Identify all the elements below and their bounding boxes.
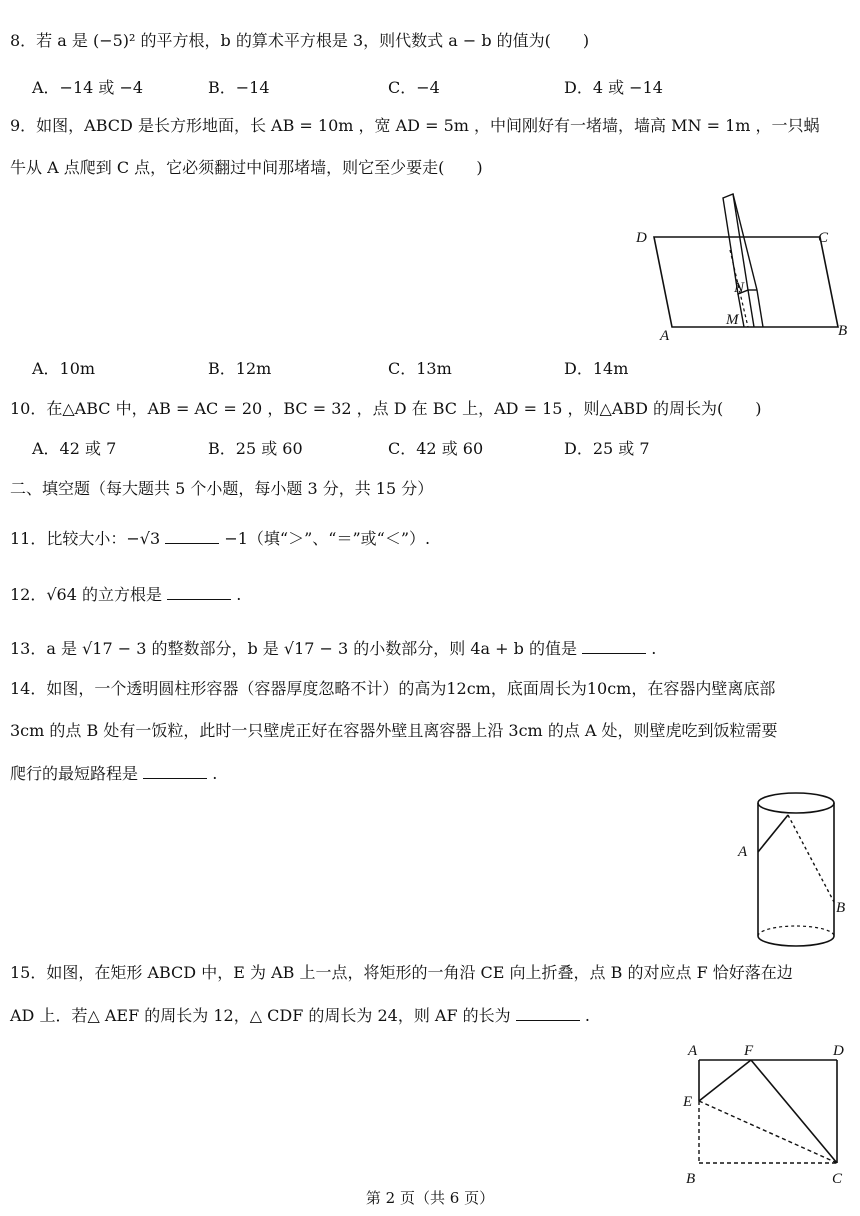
q11-suffix: −1（填“＞”、“＝”或“＜”）.	[224, 529, 431, 548]
q15-label-a: A	[688, 1043, 698, 1059]
q8-option-b: B．−14	[208, 78, 270, 97]
q14-stem-line3	[10, 762, 217, 785]
q10-option-c: C．42 或 60	[388, 439, 484, 458]
q15-answer-blank[interactable]	[516, 1004, 580, 1021]
q9-label-n: N	[734, 280, 745, 296]
q13-suffix: .	[651, 639, 657, 658]
q12-prefix: 12．√64 的立方根是	[10, 585, 163, 604]
q12-stem	[10, 583, 241, 606]
q15-suffix: .	[584, 1006, 590, 1025]
q15-label-d: D	[833, 1043, 844, 1059]
section2-title: 二、填空题（每大题共 5 个小题，每小题 3 分，共 15 分）	[10, 479, 434, 498]
q12-answer-blank[interactable]	[167, 583, 231, 600]
q9-label-c: C	[818, 230, 829, 246]
q14-stem-line2: 3cm 的点 B 处有一饭粒，此时一只壁虎正好在容器外壁且离容器上沿 3cm 的点 A 处，则壁虎吃到饭粒需要	[10, 721, 778, 740]
q11-answer-blank[interactable]	[165, 527, 219, 544]
q9-label-b: B	[838, 323, 848, 339]
q15-rectangle-figure	[680, 1040, 855, 1190]
q14-answer-blank[interactable]	[143, 762, 207, 779]
q15-label-b: B	[686, 1171, 696, 1187]
q15-prefix: AD 上．若△ AEF 的周长为 12，△ CDF 的周长为 24，则 AF 的长为	[10, 1006, 511, 1025]
q11-prefix: 11．比较大小：−√3	[10, 529, 161, 548]
q9-option-d: D．14m	[564, 359, 629, 378]
q9-stem-line2: 牛从 A 点爬到 C 点，它必须翻过中间那堵墙，则它至少要走( )	[10, 158, 483, 177]
q9-option-c: C．13m	[388, 359, 452, 378]
q13-prefix: 13．a 是 √17 − 3 的整数部分，b 是 √17 − 3 的小数部分，则 4a + b 的值是	[10, 639, 577, 658]
q13-answer-blank[interactable]	[582, 637, 646, 654]
q14-suffix: .	[212, 764, 218, 783]
q9-stem-line1: 9．如图，ABCD 是长方形地面，长 AB = 10m ，宽 AD = 5m ，中间刚好有一堵墙，墙高 MN = 1m ，一只蜗	[10, 116, 820, 135]
q13-stem	[10, 637, 656, 660]
q8-option-a: A．−14 或 −4	[32, 78, 144, 97]
q8-stem: 8．若 a 是 (−5)² 的平方根，b 的算术平方根是 3，则代数式 a − b 的值为( )	[10, 31, 590, 50]
q15-label-e: E	[683, 1094, 693, 1110]
q12-suffix: .	[236, 585, 242, 604]
q14-prefix: 爬行的最短路程是	[10, 764, 139, 783]
q8-option-d: D．4 或 −14	[564, 78, 663, 97]
q9-option-b: B．12m	[208, 359, 272, 378]
q14-label-a: A	[738, 844, 748, 860]
q8-option-c: C．−4	[388, 78, 440, 97]
q11-stem	[10, 527, 430, 550]
q9-label-a: A	[660, 328, 670, 344]
q15-label-f: F	[744, 1043, 754, 1059]
q14-cylinder-figure	[730, 788, 850, 958]
q10-option-d: D．25 或 7	[564, 439, 650, 458]
q10-option-b: B．25 或 60	[208, 439, 303, 458]
q9-label-m: M	[726, 312, 739, 328]
q9-wall-figure	[620, 190, 860, 350]
q9-option-a: A．10m	[32, 359, 96, 378]
q9-label-d: D	[636, 230, 647, 246]
q10-option-a: A．42 或 7	[32, 439, 117, 458]
page-footer: 第 2 页（共 6 页）	[365, 1189, 495, 1207]
q10-stem: 10．在△ABC 中，AB = AC = 20 ，BC = 32 ，点 D 在 BC 上，AD = 15 ，则△ABD 的周长为( )	[10, 399, 762, 418]
q14-label-b: B	[836, 900, 846, 916]
q15-stem-line2	[10, 1004, 590, 1027]
q14-stem-line1: 14．如图，一个透明圆柱形容器（容器厚度忽略不计）的高为12cm，底面周长为10cm，在容器内壁离底部	[10, 679, 776, 698]
q15-stem-line1: 15．如图，在矩形 ABCD 中，E 为 AB 上一点，将矩形的一角沿 CE 向上折叠，点 B 的对应点 F 恰好落在边	[10, 963, 793, 982]
q15-label-c: C	[832, 1171, 843, 1187]
